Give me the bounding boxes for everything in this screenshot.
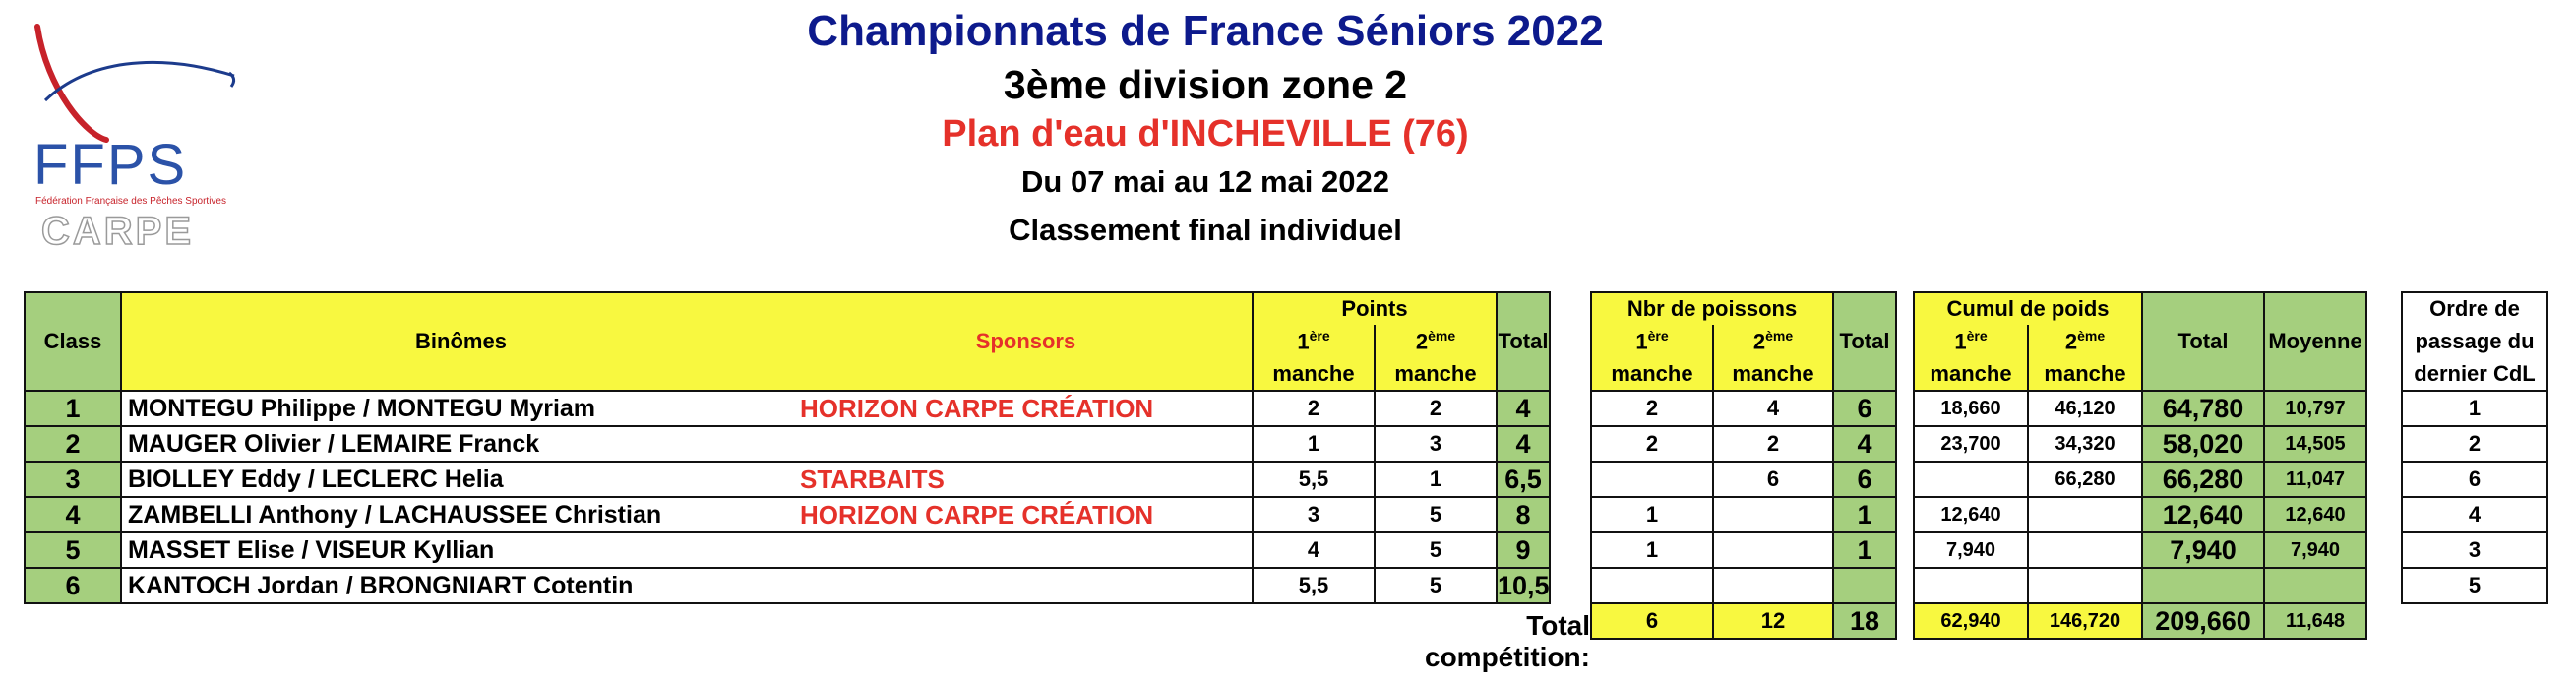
class-cell: 1 (25, 391, 121, 426)
weight-average-cell: 10,797 (2264, 391, 2366, 426)
header-class: Class (25, 292, 121, 391)
points-m1-cell: 5,5 (1253, 568, 1375, 603)
order-table (2401, 291, 2548, 604)
header-fish-total: Total (1833, 292, 1896, 391)
binome-cell: KANTOCH Jordan / BRONGNIART Cotentin (121, 568, 800, 603)
fish-total-cell: 4 (1833, 426, 1896, 462)
table-row (1914, 568, 2366, 603)
weight-m1-cell (1914, 568, 2028, 603)
weight-average-cell: 7,940 (2264, 532, 2366, 568)
table-row (2402, 497, 2547, 532)
weight-m1-cell (1914, 462, 2028, 497)
order-cell: 4 (2402, 497, 2547, 532)
totals-row (1591, 603, 1896, 639)
table-row (1914, 426, 2366, 462)
fish-m2-cell (1713, 532, 1833, 568)
table-row (1914, 391, 2366, 426)
points-m2-cell: 3 (1375, 426, 1497, 462)
weight-total-cell: 12,640 (2142, 497, 2264, 532)
weight-m1-total: 62,940 (1914, 603, 2028, 639)
header-fish-m2: 2ème (1713, 325, 1833, 358)
binome-cell: MASSET Elise / VISEUR Kyllian (121, 532, 800, 568)
sponsor-cell: HORIZON CARPE CRÉATION (800, 497, 1253, 532)
table-row (1591, 532, 1896, 568)
weight-total-cell: 58,020 (2142, 426, 2264, 462)
class-cell: 3 (25, 462, 121, 497)
table-row (1591, 462, 1896, 497)
header-manche-1-label: manche (1253, 358, 1375, 391)
header-weight-average: Moyenne (2264, 292, 2366, 391)
header-points-total: Total (1497, 292, 1550, 391)
weight-average-cell (2264, 568, 2366, 603)
fish-total-cell: 1 (1833, 497, 1896, 532)
header-manche-2-label: manche (1375, 358, 1497, 391)
weight-m2-cell (2028, 568, 2142, 603)
weight-m2-cell (2028, 532, 2142, 568)
points-m2-cell: 5 (1375, 568, 1497, 603)
fish-m1-cell: 1 (1591, 532, 1713, 568)
fish-m2-cell (1713, 497, 1833, 532)
order-cell: 2 (2402, 426, 2547, 462)
weight-m1-cell: 7,940 (1914, 532, 2028, 568)
binome-cell: ZAMBELLI Anthony / LACHAUSSEE Christian (121, 497, 800, 532)
weight-m2-cell (2028, 497, 2142, 532)
table-row (2402, 462, 2547, 497)
division-title: 3ème division zone 2 (1003, 62, 1408, 107)
fish-m1-cell: 2 (1591, 426, 1713, 462)
logo-carpe: CARPE (41, 210, 195, 248)
header-order-line1: Ordre de (2402, 292, 2547, 325)
table-row (25, 568, 1550, 603)
binome-cell: MAUGER Olivier / LEMAIRE Franck (121, 426, 800, 462)
header-sponsors: Sponsors (800, 292, 1253, 391)
table-row (25, 462, 1550, 497)
fish-m1-cell (1591, 462, 1713, 497)
header-weight-m1: 1ère (1914, 325, 2028, 358)
totals-row (1914, 603, 2366, 639)
order-cell: 5 (2402, 568, 2547, 603)
header-fish-m2-label: manche (1713, 358, 1833, 391)
ranking-title: Classement final individuel (1009, 213, 1402, 247)
weight-grand-total: 209,660 (2142, 603, 2264, 639)
header-weight-m2: 2ème (2028, 325, 2142, 358)
title-block (0, 7, 2411, 247)
class-cell: 4 (25, 497, 121, 532)
table-row (1591, 426, 1896, 462)
weight-average-cell: 14,505 (2264, 426, 2366, 462)
points-total-cell: 6,5 (1497, 462, 1550, 497)
dates-title: Du 07 mai au 12 mai 2022 (1021, 164, 1389, 199)
weight-m2-total: 146,720 (2028, 603, 2142, 639)
header-weight-m2-label: manche (2028, 358, 2142, 391)
fish-m2-total: 12 (1713, 603, 1833, 639)
table-row (1591, 568, 1896, 603)
fish-m2-cell: 4 (1713, 391, 1833, 426)
header-weight: Cumul de poids (1914, 292, 2142, 325)
table-row (2402, 426, 2547, 462)
binome-cell: MONTEGU Philippe / MONTEGU Myriam (121, 391, 800, 426)
sponsor-cell (800, 568, 1253, 603)
points-m2-cell: 2 (1375, 391, 1497, 426)
table-row (1591, 391, 1896, 426)
fish-m1-cell: 2 (1591, 391, 1713, 426)
fish-m1-cell (1591, 568, 1713, 603)
class-cell: 6 (25, 568, 121, 603)
points-total-cell: 4 (1497, 391, 1550, 426)
table-row (25, 532, 1550, 568)
class-cell: 2 (25, 426, 121, 462)
logo-subtitle: Fédération Française des Pêches Sportives (35, 196, 226, 207)
table-row (1591, 497, 1896, 532)
order-cell: 3 (2402, 532, 2547, 568)
weight-m2-cell: 66,280 (2028, 462, 2142, 497)
weight-average-total: 11,648 (2264, 603, 2366, 639)
points-m2-cell: 5 (1375, 497, 1497, 532)
table-row (25, 391, 1550, 426)
sponsor-cell (800, 532, 1253, 568)
fish-total-cell: 6 (1833, 391, 1896, 426)
weight-m2-cell: 34,320 (2028, 426, 2142, 462)
fish-total-cell (1833, 568, 1896, 603)
fish-m1-total: 6 (1591, 603, 1713, 639)
fish-total-cell: 6 (1833, 462, 1896, 497)
fish-count-table (1590, 291, 1897, 640)
weight-table (1913, 291, 2367, 640)
weight-average-cell: 12,640 (2264, 497, 2366, 532)
fish-grand-total: 18 (1833, 603, 1896, 639)
weight-total-cell: 66,280 (2142, 462, 2264, 497)
header-binomes: Binômes (121, 292, 800, 391)
points-total-cell: 8 (1497, 497, 1550, 532)
table-row (25, 426, 1550, 462)
total-competition-label: Total compétition: (1425, 610, 1590, 672)
fish-m2-cell (1713, 568, 1833, 603)
table-row (2402, 568, 2547, 603)
weight-m1-cell: 18,660 (1914, 391, 2028, 426)
binome-cell: BIOLLEY Eddy / LECLERC Helia (121, 462, 800, 497)
table-row (25, 497, 1550, 532)
weight-total-cell: 64,780 (2142, 391, 2264, 426)
header-manche-2: 2ème (1375, 325, 1497, 358)
header-weight-total: Total (2142, 292, 2264, 391)
header-weight-m1-label: manche (1914, 358, 2028, 391)
table-row (1914, 462, 2366, 497)
table-row (2402, 532, 2547, 568)
points-m2-cell: 5 (1375, 532, 1497, 568)
fish-total-cell: 1 (1833, 532, 1896, 568)
sponsor-cell (800, 426, 1253, 462)
logo-text: FFPS (33, 133, 188, 197)
points-m1-cell: 1 (1253, 426, 1375, 462)
table-row (1914, 497, 2366, 532)
fish-m2-cell: 2 (1713, 426, 1833, 462)
weight-m1-cell: 12,640 (1914, 497, 2028, 532)
points-total-cell: 10,5 (1497, 568, 1550, 603)
points-m1-cell: 4 (1253, 532, 1375, 568)
header-order-line2: passage du (2402, 325, 2547, 358)
table-row (2402, 391, 2547, 426)
header-fish: Nbr de poissons (1591, 292, 1833, 325)
page-title: Championnats de France Séniors 2022 (807, 7, 1604, 55)
fish-m2-cell: 6 (1713, 462, 1833, 497)
points-m1-cell: 5,5 (1253, 462, 1375, 497)
header-fish-m1: 1ère (1591, 325, 1713, 358)
weight-m2-cell: 46,120 (2028, 391, 2142, 426)
header-manche-1: 1ère (1253, 325, 1375, 358)
points-total-cell: 9 (1497, 532, 1550, 568)
sponsor-cell: STARBAITS (800, 462, 1253, 497)
fish-m1-cell: 1 (1591, 497, 1713, 532)
order-cell: 6 (2402, 462, 2547, 497)
weight-average-cell: 11,047 (2264, 462, 2366, 497)
venue-title: Plan d'eau d'INCHEVILLE (76) (942, 113, 1469, 155)
header-points: Points (1253, 292, 1497, 325)
points-total-cell: 4 (1497, 426, 1550, 462)
sponsor-cell: HORIZON CARPE CRÉATION (800, 391, 1253, 426)
points-m1-cell: 3 (1253, 497, 1375, 532)
order-cell: 1 (2402, 391, 2547, 426)
weight-total-cell (2142, 568, 2264, 603)
weight-m1-cell: 23,700 (1914, 426, 2028, 462)
main-ranking-table (24, 291, 1551, 604)
points-m2-cell: 1 (1375, 462, 1497, 497)
header-fish-m1-label: manche (1591, 358, 1713, 391)
header-order-line3: dernier CdL (2402, 358, 2547, 391)
weight-total-cell: 7,940 (2142, 532, 2264, 568)
points-m1-cell: 2 (1253, 391, 1375, 426)
table-row (1914, 532, 2366, 568)
class-cell: 5 (25, 532, 121, 568)
